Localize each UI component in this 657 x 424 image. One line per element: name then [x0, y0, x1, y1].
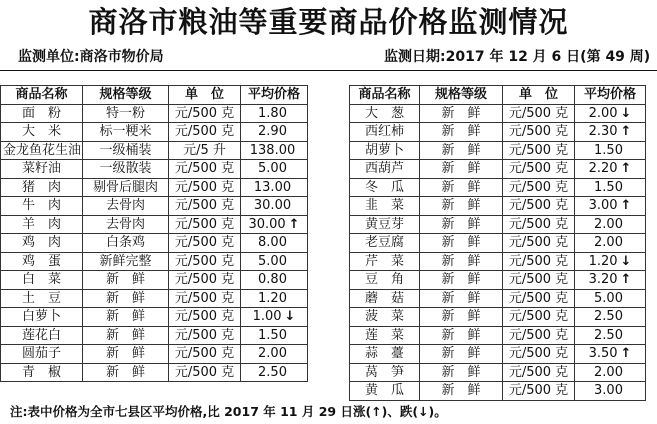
monitoring-date-value: 2017 年 12 月 6 日 — [445, 49, 581, 65]
cell-price — [241, 345, 308, 364]
price-value: 1.20 — [258, 290, 287, 306]
table-row — [350, 215, 646, 234]
trend-arrow-icon: ↑ — [620, 198, 632, 214]
price-value: 1.50 — [258, 327, 287, 343]
cell-grade: 新 鲜 — [420, 271, 503, 290]
cell-grade: 新 鲜 — [420, 178, 503, 197]
price-value: 3.20 — [588, 272, 618, 288]
cell-name: 青 椒 — [1, 363, 83, 382]
table-row — [350, 308, 646, 327]
header-unit: 单 位 — [169, 86, 241, 105]
cell-unit: 元/500 克 — [169, 363, 241, 382]
cell-grade: 特一粉 — [83, 104, 169, 123]
table-row — [1, 141, 308, 160]
cell-name: 莲花白 — [1, 326, 83, 345]
cell-name: 胡萝卜 — [350, 141, 420, 160]
cell-name: 老豆腐 — [350, 234, 420, 253]
cell-unit: 元/500 克 — [503, 160, 575, 179]
cell-price — [575, 234, 646, 253]
table-row — [1, 308, 308, 327]
cell-name: 菜籽油 — [1, 160, 83, 179]
cell-unit: 元/500 克 — [503, 363, 575, 382]
cell-price — [575, 363, 646, 382]
table-row — [350, 123, 646, 142]
price-value: 2.00 — [594, 364, 623, 380]
cell-price — [241, 308, 308, 327]
table-row — [350, 178, 646, 197]
table-row — [350, 345, 646, 364]
cell-price — [575, 215, 646, 234]
cell-grade: 新 鲜 — [420, 141, 503, 160]
cell-unit: 元/500 克 — [503, 104, 575, 123]
price-value: 2.00 — [594, 216, 623, 232]
monitoring-date-label: 监测日期: — [384, 49, 446, 65]
cell-unit: 元/500 克 — [503, 234, 575, 253]
table-row — [1, 104, 308, 123]
cell-grade: 新 鲜 — [420, 104, 503, 123]
cell-grade: 白条鸡 — [83, 234, 169, 253]
price-value: 1.80 — [258, 105, 287, 121]
trend-arrow-icon: ↓ — [620, 105, 632, 121]
cell-name: 鸡 肉 — [1, 234, 83, 253]
price-value: 3.00 — [588, 198, 618, 214]
cell-name: 牛 肉 — [1, 197, 83, 216]
cell-price — [575, 345, 646, 364]
monitoring-date — [384, 46, 650, 66]
trend-arrow-icon: ↓ — [284, 309, 296, 325]
cell-unit: 元/500 克 — [503, 252, 575, 271]
cell-unit: 元/500 克 — [169, 271, 241, 290]
table-row — [1, 123, 308, 142]
price-value: 1.20 — [588, 253, 618, 269]
cell-name: 蘑 菇 — [350, 289, 420, 308]
price-value: 2.30 — [588, 124, 618, 140]
cell-grade: 一级散装 — [83, 160, 169, 179]
cell-name: 圆茄子 — [1, 345, 83, 364]
cell-grade: 新 鲜 — [420, 160, 503, 179]
cell-name: 大 葱 — [350, 104, 420, 123]
cell-unit: 元/500 克 — [503, 289, 575, 308]
cell-unit: 元/500 克 — [503, 123, 575, 142]
cell-price — [575, 271, 646, 290]
cell-price — [241, 215, 308, 234]
cell-grade: 新 鲜 — [420, 326, 503, 345]
cell-name: 蒜 薹 — [350, 345, 420, 364]
table-row — [350, 326, 646, 345]
cell-unit: 元/5 升 — [169, 141, 241, 160]
cell-price — [241, 123, 308, 142]
cell-name: 大 米 — [1, 123, 83, 142]
price-value: 2.20 — [588, 161, 618, 177]
cell-unit: 元/500 克 — [169, 252, 241, 271]
cell-grade: 新 鲜 — [83, 289, 169, 308]
cell-price — [241, 160, 308, 179]
monitoring-unit-value: 商洛市物价局 — [79, 49, 164, 65]
cell-unit: 元/500 克 — [503, 178, 575, 197]
price-value: 3.50 — [588, 346, 618, 362]
price-value: 2.00 — [588, 105, 618, 121]
cell-unit: 元/500 克 — [503, 308, 575, 327]
price-table-left — [0, 85, 308, 382]
price-value: 13.00 — [253, 179, 292, 195]
footnote: 注:表中价格为全市七县区平均价格,比 2017 年 11 月 29 日涨(↑)、跌(↓)。 — [10, 404, 447, 419]
table-header-row — [1, 86, 308, 105]
header-grade: 规格等级 — [83, 86, 169, 105]
cell-price — [575, 382, 646, 401]
table-row — [350, 289, 646, 308]
table-row — [350, 160, 646, 179]
cell-price — [575, 123, 646, 142]
header-name: 商品名称 — [350, 86, 420, 105]
table-header-row — [350, 86, 646, 105]
cell-price — [241, 252, 308, 271]
cell-name: 金龙鱼花生油 — [1, 141, 83, 160]
table-row — [1, 234, 308, 253]
cell-name: 土 豆 — [1, 289, 83, 308]
price-value: 138.00 — [249, 142, 296, 158]
table-row — [1, 215, 308, 234]
cell-grade: 一级桶装 — [83, 141, 169, 160]
table-row — [1, 197, 308, 216]
cell-unit: 元/500 克 — [169, 326, 241, 345]
header-price: 平均价格 — [575, 86, 646, 105]
trend-arrow-icon: ↑ — [620, 272, 632, 288]
cell-price — [575, 326, 646, 345]
cell-price — [241, 326, 308, 345]
cell-name: 菠 菜 — [350, 308, 420, 327]
cell-unit: 元/500 克 — [169, 234, 241, 253]
cell-unit: 元/500 克 — [169, 123, 241, 142]
cell-unit: 元/500 克 — [169, 345, 241, 364]
trend-arrow-icon: ↑ — [288, 216, 300, 232]
price-value: 1.50 — [594, 142, 623, 158]
table-row — [350, 271, 646, 290]
cell-price — [575, 141, 646, 160]
cell-name: 芹 菜 — [350, 252, 420, 271]
cell-unit: 元/500 克 — [503, 326, 575, 345]
price-value: 5.00 — [258, 161, 287, 177]
header-divider — [0, 70, 657, 71]
cell-grade: 新 鲜 — [420, 234, 503, 253]
cell-price — [241, 271, 308, 290]
cell-price — [575, 252, 646, 271]
price-value: 1.00 — [252, 309, 282, 325]
cell-unit: 元/500 克 — [169, 289, 241, 308]
table-row — [350, 382, 646, 401]
cell-price — [241, 363, 308, 382]
cell-name: 面 粉 — [1, 104, 83, 123]
price-value: 2.50 — [594, 327, 623, 343]
cell-grade: 新 鲜 — [83, 345, 169, 364]
price-table-right — [349, 85, 646, 401]
cell-name: 莲 菜 — [350, 326, 420, 345]
cell-name: 羊 肉 — [1, 215, 83, 234]
cell-name: 白 菜 — [1, 271, 83, 290]
cell-unit: 元/500 克 — [169, 215, 241, 234]
monitoring-unit — [18, 46, 164, 66]
table-row — [350, 234, 646, 253]
price-value: 5.00 — [258, 253, 287, 269]
cell-unit: 元/500 克 — [169, 160, 241, 179]
price-value: 2.50 — [594, 309, 623, 325]
cell-unit: 元/500 克 — [503, 345, 575, 364]
cell-grade: 新 鲜 — [420, 363, 503, 382]
cell-grade: 新鲜完整 — [83, 252, 169, 271]
price-value: 8.00 — [258, 235, 287, 251]
cell-name: 韭 菜 — [350, 197, 420, 216]
cell-price — [241, 234, 308, 253]
cell-name: 猪 肉 — [1, 178, 83, 197]
table-row — [1, 326, 308, 345]
cell-price — [241, 178, 308, 197]
cell-name: 西红柿 — [350, 123, 420, 142]
table-row — [1, 178, 308, 197]
cell-price — [241, 289, 308, 308]
header-name: 商品名称 — [1, 86, 83, 105]
cell-grade: 新 鲜 — [420, 308, 503, 327]
cell-unit: 元/500 克 — [169, 308, 241, 327]
header-grade: 规格等级 — [420, 86, 503, 105]
trend-arrow-icon: ↑ — [620, 346, 632, 362]
table-row — [350, 141, 646, 160]
cell-grade: 剔骨后腿肉 — [83, 178, 169, 197]
price-value: 1.50 — [594, 179, 623, 195]
cell-grade: 去骨肉 — [83, 215, 169, 234]
price-value: 30.00 — [253, 198, 292, 214]
cell-grade: 新 鲜 — [83, 271, 169, 290]
trend-arrow-icon: ↓ — [620, 253, 632, 269]
cell-price — [575, 308, 646, 327]
price-value: 5.00 — [594, 290, 623, 306]
cell-unit: 元/500 克 — [169, 197, 241, 216]
cell-name: 莴 笋 — [350, 363, 420, 382]
cell-price — [241, 141, 308, 160]
cell-name: 黄 瓜 — [350, 382, 420, 401]
cell-price — [575, 104, 646, 123]
cell-grade: 去骨肉 — [83, 197, 169, 216]
cell-price — [241, 104, 308, 123]
price-value: 30.00 — [248, 216, 286, 232]
table-row — [1, 363, 308, 382]
cell-name: 鸡 蛋 — [1, 252, 83, 271]
cell-price — [575, 178, 646, 197]
cell-name: 西葫芦 — [350, 160, 420, 179]
price-value: 2.90 — [258, 124, 287, 140]
cell-grade: 新 鲜 — [420, 345, 503, 364]
cell-unit: 元/500 克 — [169, 178, 241, 197]
price-value: 2.00 — [594, 235, 623, 251]
page-title: 商洛市粮油等重要商品价格监测情况 — [88, 5, 569, 39]
cell-unit: 元/500 克 — [503, 215, 575, 234]
cell-price — [575, 160, 646, 179]
cell-grade: 新 鲜 — [83, 308, 169, 327]
table-row — [350, 363, 646, 382]
cell-grade: 新 鲜 — [83, 326, 169, 345]
table-row — [1, 289, 308, 308]
cell-name: 冬 瓜 — [350, 178, 420, 197]
trend-arrow-icon: ↑ — [620, 124, 632, 140]
monitoring-unit-label: 监测单位: — [18, 49, 80, 65]
price-value: 2.00 — [258, 346, 287, 362]
cell-grade: 新 鲜 — [420, 123, 503, 142]
trend-arrow-icon: ↑ — [620, 161, 632, 177]
cell-price — [575, 197, 646, 216]
cell-name: 白萝卜 — [1, 308, 83, 327]
table-row — [1, 271, 308, 290]
cell-grade: 新 鲜 — [420, 252, 503, 271]
header-unit: 单 位 — [503, 86, 575, 105]
table-row — [1, 160, 308, 179]
header-price: 平均价格 — [241, 86, 308, 105]
cell-grade: 新 鲜 — [83, 363, 169, 382]
cell-price — [241, 197, 308, 216]
cell-grade: 新 鲜 — [420, 289, 503, 308]
cell-grade: 标一粳米 — [83, 123, 169, 142]
table-row — [350, 252, 646, 271]
cell-unit: 元/500 克 — [503, 271, 575, 290]
cell-unit: 元/500 克 — [503, 382, 575, 401]
price-value: 0.80 — [258, 272, 287, 288]
cell-name: 黄豆芽 — [350, 215, 420, 234]
table-row — [1, 345, 308, 364]
cell-grade: 新 鲜 — [420, 215, 503, 234]
cell-price — [575, 289, 646, 308]
cell-name: 豆 角 — [350, 271, 420, 290]
issue-number: (第 49 周) — [580, 49, 651, 65]
cell-unit: 元/500 克 — [169, 104, 241, 123]
table-row — [1, 252, 308, 271]
price-value: 3.00 — [594, 383, 623, 399]
table-row — [350, 104, 646, 123]
cell-grade: 新 鲜 — [420, 197, 503, 216]
cell-unit: 元/500 克 — [503, 197, 575, 216]
cell-unit: 元/500 克 — [503, 141, 575, 160]
table-row — [350, 197, 646, 216]
cell-grade: 新 鲜 — [420, 382, 503, 401]
price-value: 2.50 — [258, 364, 287, 380]
